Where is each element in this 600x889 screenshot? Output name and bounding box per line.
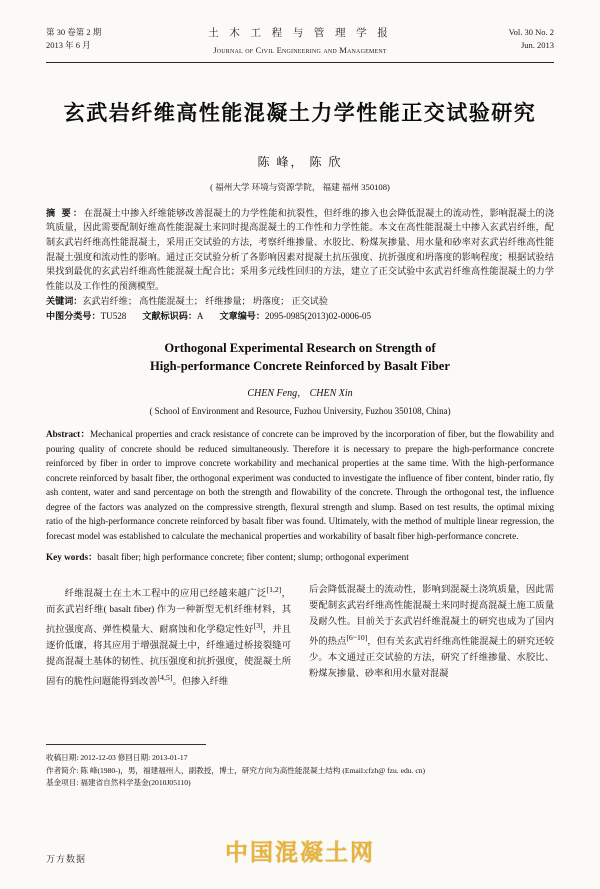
running-head: [46, 26, 554, 61]
issue-date-en: Jun. 2013: [520, 39, 554, 50]
journal-title-cn: 土 木 工 程 与 管 理 学 报: [208, 28, 392, 39]
authors-en: CHEN Feng， CHEN Xin: [247, 388, 353, 400]
footnotes: [46, 752, 426, 790]
abstract-cn: [46, 206, 554, 294]
title-en-line2: High-performance Concrete Reinforced by Basalt Fiber: [150, 358, 450, 373]
clc-label: 中图分类号：: [46, 311, 101, 322]
header-divider: [46, 62, 554, 63]
article-id-label: 文章编号：: [219, 311, 265, 322]
running-head-center: [166, 26, 434, 57]
body-column-left: 纤维混凝土在土木工程中的应用已经越来越广泛[1,2]，而玄武岩纤维( basalt fiber) 作为一种新型无机纤维材料，其抗拉强度高、弹性模量大、耐腐蚀和化学稳定性好[3]，并且逐价低廉，将其应用于增强混凝土中，纤维通过桥接裂缝可提高混凝土基体的韧性、抗压强度和抗折强度，使混凝土所固有的脆性问题能得到改善[4,5]。但掺入纤维: [46, 584, 291, 687]
classification-line: [46, 309, 554, 324]
clc-value: TU528: [100, 311, 127, 322]
page-content: [46, 26, 554, 846]
affiliation-en: ( School of Environment and Resource, Fuzhou University, Fuzhou 350108, China): [149, 406, 451, 417]
keywords-text-en: basalt fiber; high performance concrete; fiber content; slump; orthogonal experiment: [97, 552, 409, 563]
site-watermark: 中国混凝土网: [225, 839, 375, 865]
body-column-right: 后会降低混凝土的流动性，影响到混凝土浇筑质量，因此需要配制玄武岩纤维高性能混凝土来同时提高混凝土施工质量及耐久性。目前关于玄武岩纤维混凝土的研究也成为了国内外的热点[6~10]，但有关玄武岩纤维高性能混凝土的研究还较少。本文通过正交试验的方法，研究了纤维掺量、水胶比、粉煤灰掺量、砂率和用水量对混凝: [309, 584, 554, 679]
page-title-cn: 玄武岩纤维高性能混凝土力学性能正交试验研究: [63, 100, 537, 125]
abstract-label-en: Abstract：: [46, 429, 90, 440]
issue-date: 2013 年 6 月: [46, 39, 91, 50]
abstract-text-cn: 在混凝土中掺入纤维能够改善混凝土的力学性能和抗裂性，但纤维的掺入也会降低混凝土的流动性，影响混凝土的浇筑质量，因此需要配制好维高性能混凝土来同时提高混凝土的工作性和力学性能。本文在高性能混凝土中掺入玄武岩纤维，配制玄武岩纤维高性能混凝土，采用正交试验的方法，考察纤维掺量、水胶比、粉煤灰掺量、用水量和砂率对玄武岩纤维高性能混凝土强度和流动性的影响。通过正交试验分析了各影响因素对提凝土抗压强度、抗折强度和坍落度的影响程度；根据试验结果找到最优的玄武岩纤维高性能混凝土配合比；采用多元线性回归的方法，建立了正交试验中玄武岩纤维高性能混凝土的力学性能以及工作性的预测模型。: [46, 207, 554, 292]
abstract-en: [46, 427, 554, 543]
page-title-en: [46, 339, 554, 376]
footnote-funding: 基金项目: 福建省自然科学基金(2010J05110): [46, 778, 191, 788]
volume-issue: 第 30 卷第 2 期: [46, 27, 102, 37]
doc-code-value: A: [196, 311, 204, 322]
article-id-value: 2095-0985(2013)02-0006-05: [264, 311, 372, 322]
authors-cn: 陈 峰， 陈 欣: [257, 154, 343, 169]
keywords-label-en: Key words：: [46, 552, 98, 563]
running-head-right: [434, 26, 554, 52]
abstract-label-cn: 摘 要：: [46, 207, 85, 218]
keywords-label-cn: 关键词：: [46, 295, 83, 306]
abstract-text-en: Mechanical properties and crack resistance of concrete can be improved by the incorporation of fiber, but the flowability and pouring quality of concrete should be reduced simultaneously. Therefore it is necessary to prepare the high-performance concrete reinforced by fiber in order to improve concrete workability and mechanical properties at the same time. With the high-performance concrete reinforced by basalt fiber, the orthogonal experiment was conducted to investigate the influence of fiber content, binder ratio, fly ash content, water and sand percentage on both the strength and flowability of the concrete. Through the orthogonal test, the influence degree of the factors was analyzed on the compressive strength, flexural strength and slump. Based on test results, the optimal mixing ratio of the high-performance concrete reinforced by basalt fiber was found. Ultimately, with the method of multiple linear regression, the forecast model was established to calculate the mechanical properties and workability of basalt fiber high-performance concrete.: [46, 429, 554, 541]
volume-issue-en: Vol. 30 No. 2: [508, 27, 554, 37]
keywords-cn: [46, 294, 554, 309]
doc-code-label: 文献标识码：: [142, 311, 197, 322]
footnote-dates: 收稿日期: 2012-12-03 修回日期: 2013-01-17: [46, 753, 188, 762]
affiliation-cn: ( 福州大学 环境与资源学院， 福建 福州 350108): [210, 181, 390, 192]
footnote-author-bio: 作者简介: 陈 峰(1980-)，男，福建福州人，副教授，博士，研究方向为高性能混凝土结构 (Email:cfzh@ fzu. edu. cn): [46, 765, 426, 775]
wanfang-mark: 万方数据: [46, 854, 87, 864]
journal-title-en: Journal of Civil Engineering and Management: [213, 44, 387, 55]
running-head-left: [46, 26, 166, 52]
keywords-en: [46, 550, 554, 564]
title-en-line1: Orthogonal Experimental Research on Strength of: [164, 340, 436, 355]
keywords-text-cn: 玄武岩纤维； 高性能混凝土； 纤维掺量； 坍落度； 正交试验: [82, 295, 328, 306]
footnote-divider: [46, 744, 206, 745]
body-columns: [46, 583, 554, 691]
